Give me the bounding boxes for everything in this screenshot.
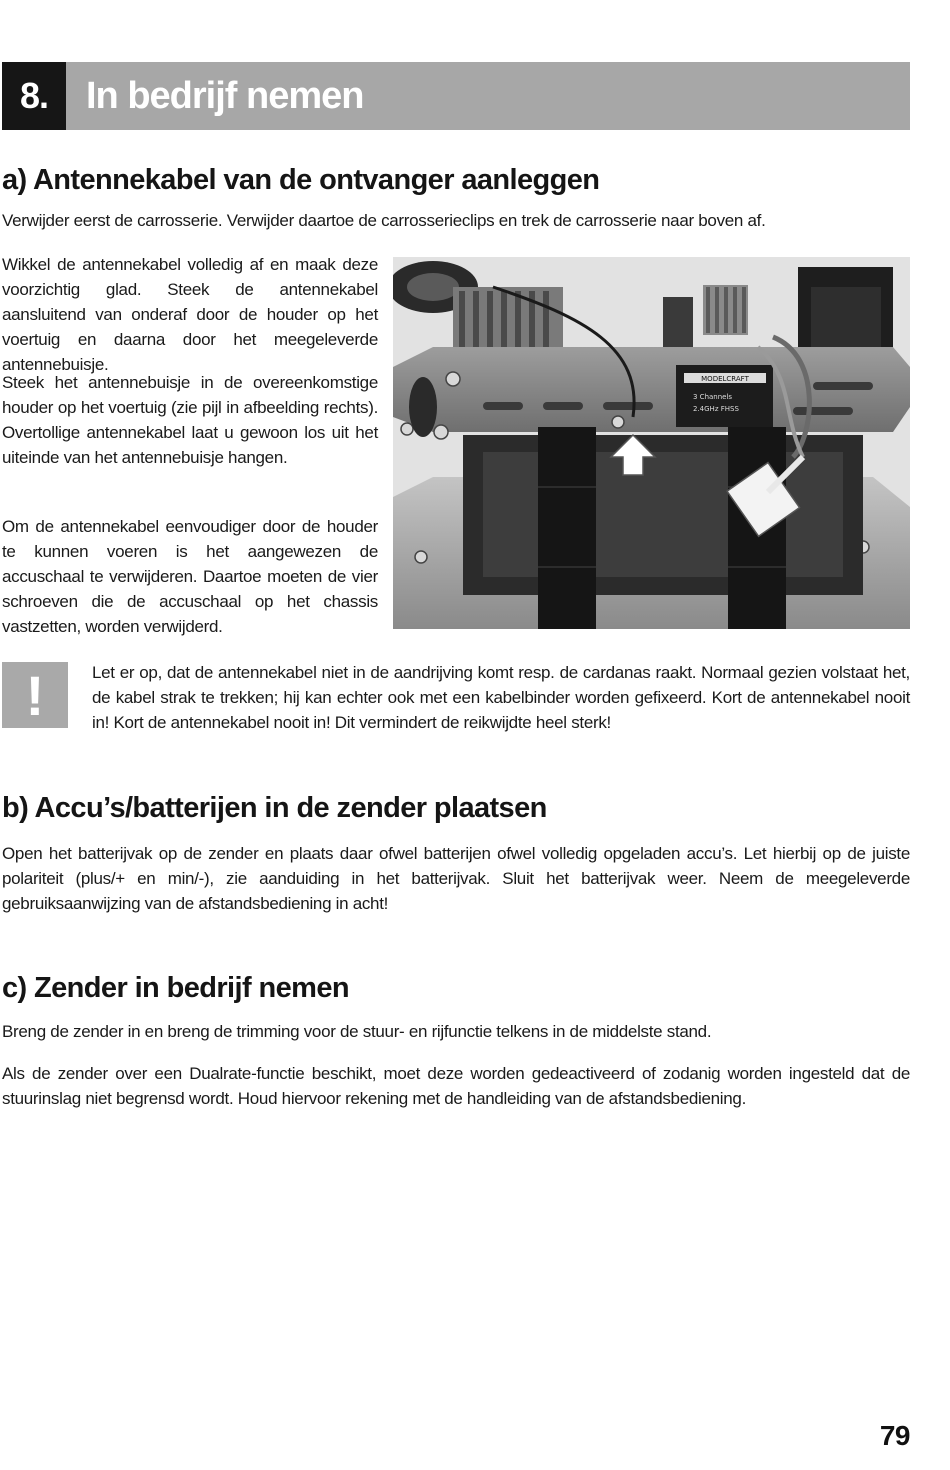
- section-a-heading: a) Antennekabel van de ontvanger aanleggen: [2, 164, 600, 196]
- chapter-number: 8.: [2, 62, 66, 130]
- receiver-brand: MODELCRAFT: [701, 375, 749, 383]
- chassis-photo-drawing: [393, 257, 910, 629]
- section-a-intro: Verwijder eerst de carrosserie. Verwijder daartoe de carrosserieclips en trek de carrosserie naar boven af.: [2, 211, 766, 230]
- receiver-frequency: 2.4GHz FHSS: [693, 405, 739, 413]
- section-b-paragraph: Open het batterijvak op de zender en plaats daar ofwel batterijen ofwel volledig opgeladen accu’s. Let hierbij op de juiste polariteit (plus/+ en min/-), zie aanduiding in het batterijvak. Sluit het batterijvak weer. Neem de meegeleverde gebruiksaanwijzing van de afstandsbediening in acht!: [2, 844, 910, 913]
- section-a-paragraph-3: Steek het antennebuisje in de overeenkomstige houder op het voertuig (zie pijl in afbeelding rechts). Overtollige antennekabel laat u gewoon los uit het uiteinde van het antennebuisje hangen.: [2, 373, 378, 467]
- warning-text: Let er op, dat de antennekabel niet in de aandrijving komt resp. de cardanas raakt. Normaal gezien volstaat het, de kabel strak te trekken; hij kan echter ook met een kabelbinder worden gefixeerd. Kort de antennekabel nooit in! Kort de antennekabel nooit in! Dit vermindert de reikwijdte heel sterk!: [92, 663, 910, 732]
- chapter-title: In bedrijf nemen: [86, 74, 364, 117]
- receiver-channels: 3 Channels: [693, 393, 733, 401]
- chapter-header: [2, 62, 910, 130]
- section-a-paragraph-2: Wikkel de antennekabel volledig af en maak deze voorzichtig glad. Steek de antennekabel aansluitend van onderaf door de houder op het voertuig en daarna door het meegeleverde antennebuisje.: [2, 255, 378, 374]
- warning-icon: [2, 662, 68, 728]
- section-c-heading: c) Zender in bedrijf nemen: [2, 972, 349, 1004]
- section-a-paragraph-4: Om de antennekabel eenvoudiger door de houder te kunnen voeren is het aangewezen de accuschaal te verwijderen. Daartoe moeten de vier schroeven die de accuschaal op het chassis vastzetten, worden verwijderd.: [2, 517, 378, 636]
- section-c-paragraph-1: Breng de zender in en breng de trimming voor de stuur- en rijfunctie telkens in de middelste stand.: [2, 1022, 712, 1041]
- page-number: 79: [879, 1420, 910, 1451]
- chassis-photo: [393, 257, 910, 629]
- exclamation-icon: !: [25, 663, 45, 727]
- section-c-paragraph-2: Als de zender over een Dualrate-functie beschikt, moet deze worden gedeactiveerd of zodanig worden ingesteld dat de stuurinslag niet begrensd wordt. Houd hiervoor rekening met de handleiding van de afstandsbediening.: [2, 1064, 910, 1108]
- section-b-heading: b) Accu’s/batterijen in de zender plaatsen: [2, 792, 547, 824]
